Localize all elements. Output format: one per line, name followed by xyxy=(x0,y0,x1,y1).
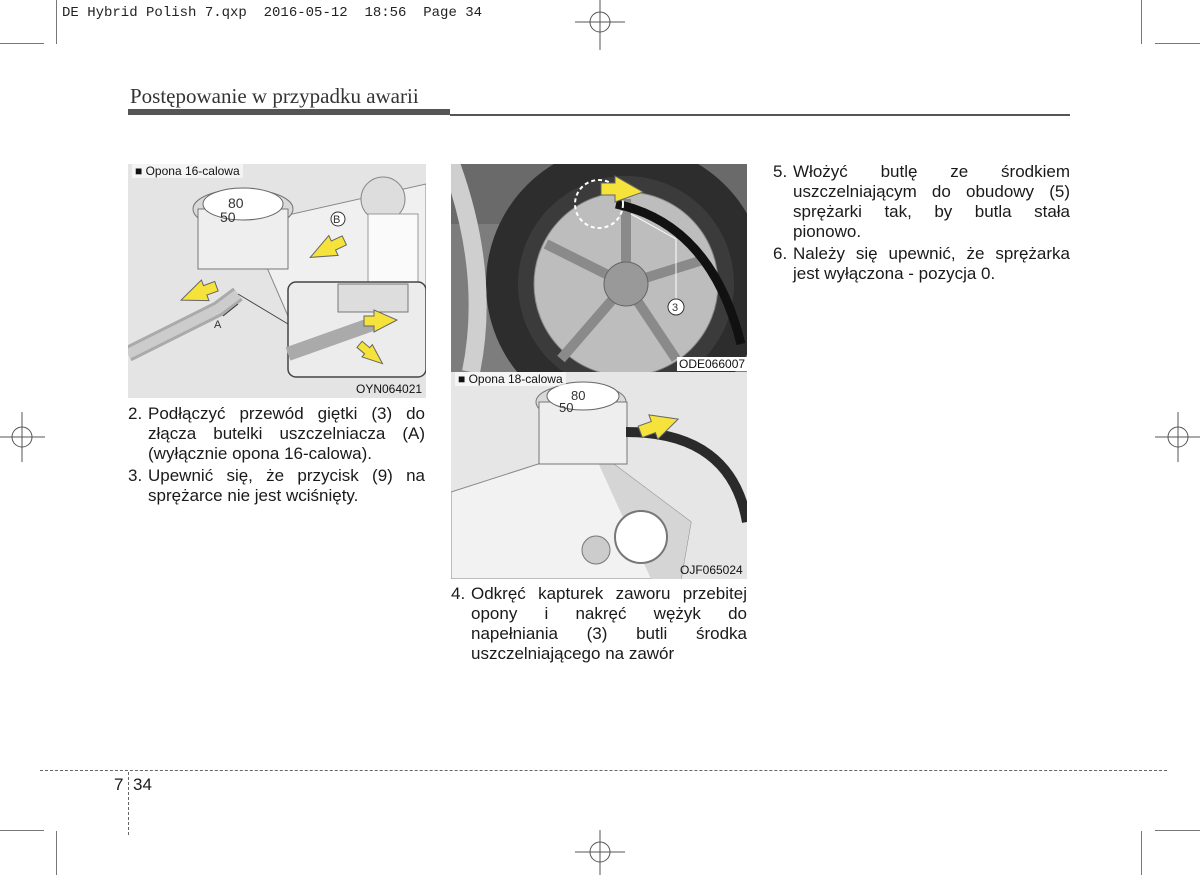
sealant-bottle-illustration xyxy=(128,164,426,398)
crop-mark xyxy=(1155,830,1200,831)
section-title: Postępowanie w przypadku awarii xyxy=(130,84,419,108)
registration-mark-top xyxy=(575,0,625,50)
footer-rule xyxy=(40,770,1167,771)
step-3 xyxy=(128,466,425,506)
svg-text:50: 50 xyxy=(559,400,574,415)
crop-mark xyxy=(1141,831,1142,875)
figure-caption: ■ Opona 16-calowa xyxy=(132,164,243,178)
callout-3: 3 xyxy=(672,302,679,314)
step-text: Podłączyć przewód giętki (3) do złącza butelki uszczelniacza (A) (wyłącznie opona 16-calowa). xyxy=(148,404,425,463)
header-rule-thick xyxy=(128,109,450,115)
figure-code: ODE066007 xyxy=(679,357,746,371)
print-slug: DE Hybrid Polish 7.qxp 2016-05-12 18:56 Page 34 xyxy=(62,5,483,21)
svg-text:80: 80 xyxy=(571,388,586,403)
registration-mark-right xyxy=(1155,412,1200,462)
footer-divider xyxy=(128,772,129,835)
wheel-valve-illustration xyxy=(451,164,747,372)
crop-mark xyxy=(0,830,44,831)
step-5 xyxy=(773,162,1070,242)
step-4 xyxy=(451,584,747,664)
compressor-illustration xyxy=(451,372,747,579)
svg-text:80: 80 xyxy=(228,195,244,211)
registration-mark-left xyxy=(0,412,45,462)
callout-b: B xyxy=(333,214,341,226)
svg-text:50: 50 xyxy=(220,209,236,225)
header-rule-thin xyxy=(450,114,1070,116)
crop-mark xyxy=(56,0,57,44)
figure-code: OYN064021 xyxy=(356,382,423,396)
step-text: Należy się upewnić, że sprężarka jest wyłączona - pozycja 0. xyxy=(793,244,1070,283)
step-text: Upewnić się, że przycisk (9) na sprężarce nie jest wciśnięty. xyxy=(148,466,425,505)
crop-mark xyxy=(1141,0,1142,44)
registration-mark-bottom xyxy=(575,830,625,875)
callout-a: A xyxy=(214,319,222,331)
chapter-number: 7 xyxy=(114,775,124,794)
crop-mark xyxy=(56,831,57,875)
figure-16-inch xyxy=(128,164,426,398)
step-number: 3. xyxy=(128,466,143,485)
figure-caption: ■ Opona 18-calowa xyxy=(455,372,566,386)
crop-mark xyxy=(1155,43,1200,44)
step-text: Odkręć kapturek zaworu przebitej opony i nakręć wężyk do napełniania (3) butli środka uszczelniającego na zawór xyxy=(471,584,747,663)
step-number: 4. xyxy=(451,584,466,603)
figure-wheel xyxy=(451,164,747,372)
step-2 xyxy=(128,404,425,464)
page-number: 34 xyxy=(133,775,152,794)
figure-18-inch xyxy=(451,372,747,579)
step-number: 2. xyxy=(128,404,143,423)
crop-mark xyxy=(0,43,44,44)
step-number: 6. xyxy=(773,244,788,263)
step-text: Włożyć butlę ze środkiem uszczelniającym do obudowy (5) sprężarki tak, by butla stała pionowo. xyxy=(793,162,1070,241)
step-6 xyxy=(773,244,1070,284)
step-number: 5. xyxy=(773,162,788,181)
figure-code: OJF065024 xyxy=(680,563,743,577)
